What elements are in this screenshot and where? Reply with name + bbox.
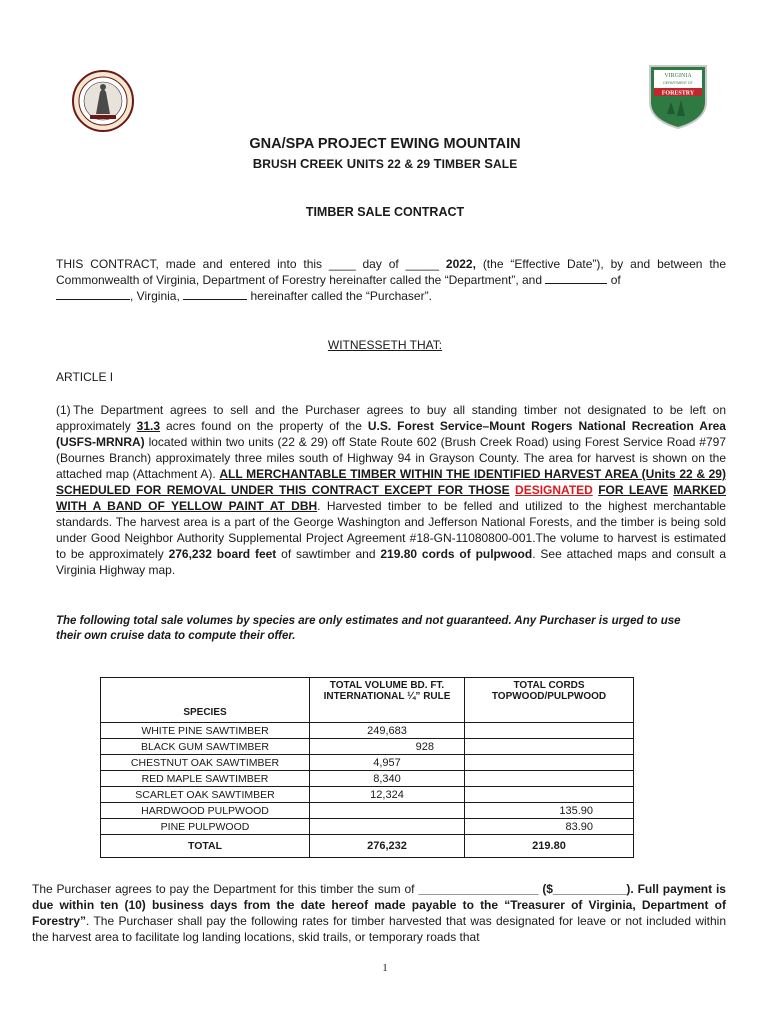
document-subtitle: BRUSH CREEK UNITS 22 & 29 TIMBER SALE [252, 156, 518, 171]
blank-line [56, 288, 130, 300]
badge-band-text: FORESTRY [661, 90, 695, 97]
table-row: SCARLET OAK SAWTIMBER 12,324 [101, 787, 634, 803]
table-row: PINE PULPWOOD 83.90 [101, 819, 634, 835]
article-paragraph: (1) The Department agrees to sell and the Purchaser agrees to buy all standing timber not designated to be left on approximately 31.3 acres found on the property of the U.S. Forest Service–Mount Rogers National Recreation Area (USFS-MRNRA) located within two units (22 & 29) off State Route 602 (Brush Creek Road) using Forest Service Road #797 (Bournes Branch) approximately three miles south of Highway 94 in Grayson County. The area for harvest is shown on the attached map (Attachment A). ALL MERCHANTABLE TIMBER WITHIN THE IDENTIFIED HARVEST AREA (Units 22 & 29) SCHEDULED FOR REMOVAL UNDER THIS CONTRACT EXCEPT FOR THOSE DESIGNATED FOR LEAVE MARKED WITH A BAND OF YELLOW PAINT AT DBH. Harvested timber to be felled and utilized to the highest merchantable standards. The harvest area is a part of the George Washington and Jefferson National Forests, and the timber is being sold under Good Neighbor Authority Supplemental Project Agreement #18-GN-11080800-001.The volume to harvest is estimated to be approximately 276,232 board feet of sawtimber and 219.80 cords of pulpwood. See attached maps and consult a Virginia Highway map. [56, 403, 727, 577]
table-row: BLACK GUM SAWTIMBER 928 [101, 739, 634, 755]
witnesseth-heading: WITNESSETH THAT: [327, 338, 443, 352]
blank-line [545, 272, 607, 284]
estimate-note: The following total sale volumes by species are only estimates and not guaranteed. Any Purchaser is urged to use their own cruise data to compute their offer. [56, 615, 681, 642]
virginia-seal-icon [72, 70, 134, 132]
article-heading: ARTICLE I [56, 370, 114, 384]
page-number: 1 [382, 962, 388, 974]
header-volume: TOTAL VOLUME BD. FT. INTERNATIONAL ¼” RULE [310, 678, 465, 723]
badge-arc-text: VIRGINIA [664, 73, 692, 79]
table-row: WHITE PINE SAWTIMBER 249,683 [101, 723, 634, 739]
table-row: RED MAPLE SAWTIMBER 8,340 [101, 771, 634, 787]
blank-line [183, 288, 247, 300]
table-row: HARDWOOD PULPWOOD 135.90 [101, 803, 634, 819]
forestry-badge-icon [647, 62, 709, 130]
document-title: GNA/SPA PROJECT EWING MOUNTAIN [249, 136, 521, 152]
table-total-row: TOTAL 276,232 219.80 [101, 835, 634, 858]
volume-table [100, 677, 634, 858]
table-row: CHESTNUT OAK SAWTIMBER 4,957 [101, 755, 634, 771]
header-cords: TOTAL CORDS TOPWOOD/PULPWOOD [465, 678, 634, 723]
table-header-row [101, 678, 634, 723]
intro-paragraph: THIS CONTRACT, made and entered into this ____ day of _____ 2022, (the “Effective Date”), by and between the Commonwealth of Virginia, Department of Forestry hereinafter called the “Department”, and of , Virginia, hereinafter called the “Purchaser”. [56, 257, 726, 303]
badge-sub-text: DEPARTMENT OF [663, 81, 693, 85]
header-species: SPECIES [101, 678, 310, 723]
payment-paragraph: The Purchaser agrees to pay the Department for this timber the sum of __________________ ($___________). Full payment is due within ten (10) business days from the date hereof made payable to the “Treasurer of Virginia, Department of Forestry”. The Purchaser shall pay the following rates for timber harvested that was designated for leave or not included within the harvest area to facilitate log landing locations, skid trails, or temporary roads that [32, 882, 726, 944]
contract-title: TIMBER SALE CONTRACT [305, 205, 465, 219]
